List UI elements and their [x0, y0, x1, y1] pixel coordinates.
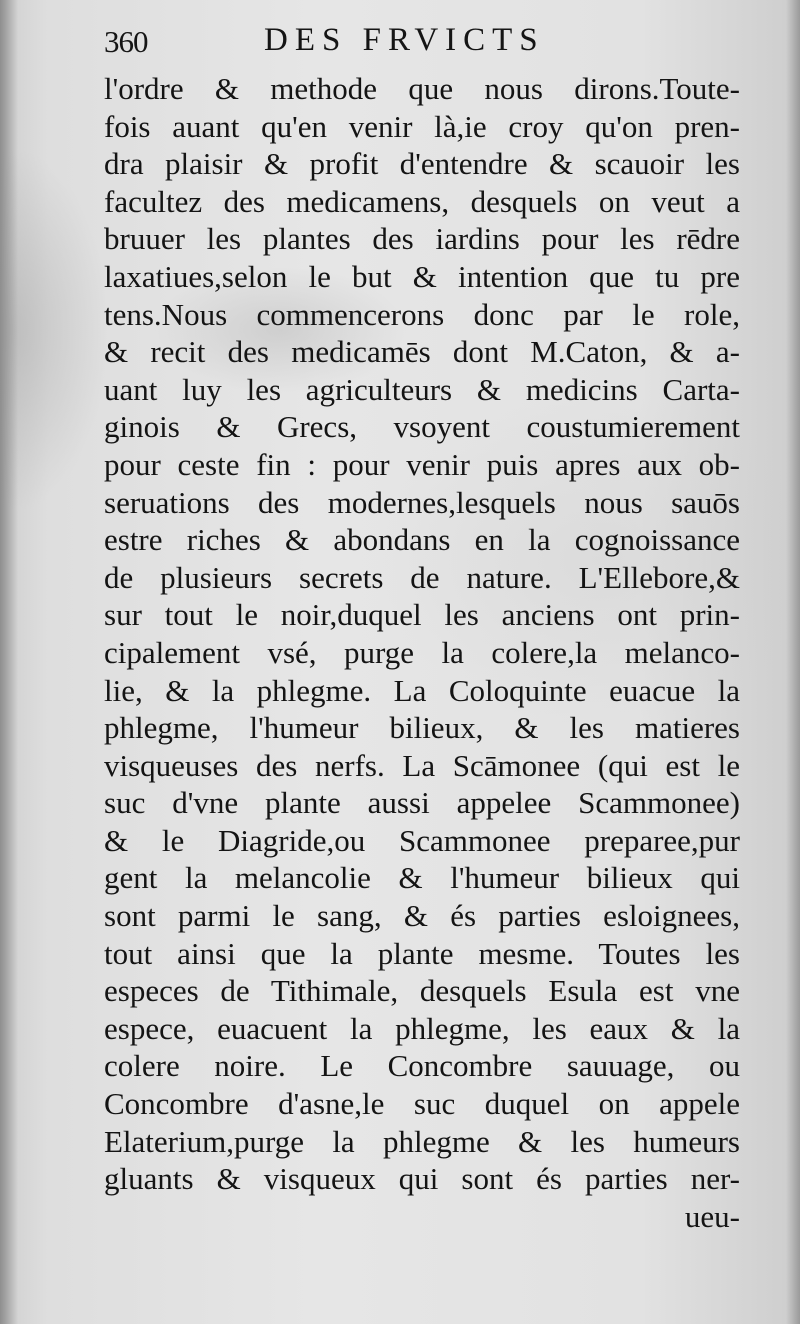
- text-line: espece, euacuent la phlegme, les eaux & la: [104, 1010, 740, 1046]
- text-line: sont parmi le sang, & és parties esloignees,: [104, 898, 740, 934]
- text-line: bruuer les plantes des iardins pour les rēdre: [104, 221, 740, 257]
- running-head: DES FRVICTS: [264, 22, 545, 58]
- text-line: & le Diagride,ou Scammonee preparee,pur: [104, 822, 740, 858]
- text-line: suc d'vne plante aussi appelee Scammonee): [104, 785, 740, 821]
- text-line: phlegme, l'humeur bilieux, & les matieres: [104, 710, 740, 746]
- text-line: facultez des medicamens, desquels on veut a: [104, 183, 740, 219]
- text-line: especes de Tithimale, desquels Esula est vne: [104, 973, 740, 1009]
- text-line: estre riches & abondans en la cognoissance: [104, 522, 740, 558]
- catchword: ueu-: [684, 1198, 740, 1234]
- text-line: dra plaisir & profit d'entendre & scauoir les: [104, 146, 740, 182]
- text-line: visqueuses des nerfs. La Scāmonee (qui est le: [104, 747, 740, 783]
- text-line: seruations des modernes,lesquels nous sauōs: [104, 484, 740, 520]
- page-number: 360: [104, 24, 148, 59]
- text-line: tens.Nous commencerons donc par le role,: [104, 296, 740, 332]
- text-line: pour ceste fin : pour venir puis apres aux ob-: [104, 446, 740, 482]
- text-line: colere noire. Le Concombre sauuage, ou: [104, 1048, 740, 1084]
- text-line: laxatiues,selon le but & intention que tu pre: [104, 258, 740, 294]
- text-line: lie, & la phlegme. La Coloquinte euacue la: [104, 672, 740, 708]
- text-line: tout ainsi que la plante mesme. Toutes les: [104, 935, 740, 971]
- text-line: fois auant qu'en venir là,ie croy qu'on pren-: [104, 108, 740, 144]
- text-line: & recit des medicamēs dont M.Caton, & a-: [104, 334, 740, 370]
- text-line: ginois & Grecs, vsoyent coustumierement: [104, 409, 740, 445]
- text-line: gent la melancolie & l'humeur bilieux qui: [104, 860, 740, 896]
- page-header: [104, 18, 754, 64]
- text-line: sur tout le noir,duquel les anciens ont prin-: [104, 597, 740, 633]
- body-text: [104, 70, 740, 1235]
- text-line: l'ordre & methode que nous dirons.Toute-: [104, 71, 740, 106]
- text-line: de plusieurs secrets de nature. L'Ellebore,&: [104, 559, 740, 595]
- text-line: uant luy les agriculteurs & medicins Carta-: [104, 371, 740, 407]
- text-line: Concombre d'asne,le suc duquel on appele: [104, 1086, 740, 1122]
- text-line: Elaterium,purge la phlegme & les humeurs: [104, 1123, 740, 1159]
- text-line: cipalement vsé, purge la colere,la melanco-: [104, 634, 740, 670]
- text-line: gluants & visqueux qui sont és parties ner-: [104, 1161, 740, 1197]
